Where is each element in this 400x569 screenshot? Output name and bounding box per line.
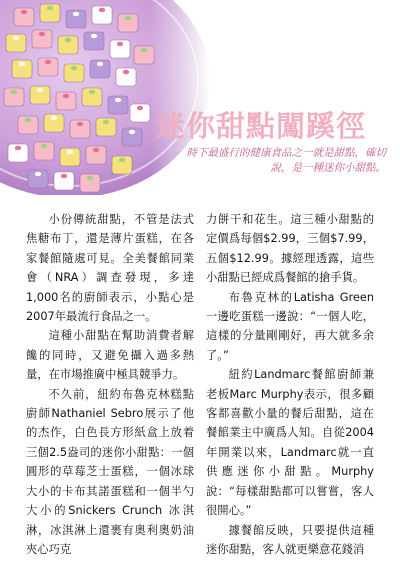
paragraph-2: 這種小甜點在幫助消費者解饞的同時，又避免攝入過多熱量，在市場推廣中極具競爭力。: [26, 329, 194, 382]
petit-four: [90, 60, 110, 78]
petit-four: [58, 36, 78, 54]
petit-four: [112, 156, 132, 174]
article-subtitle: 時下最盛行的健康食品之一就是甜點，確切說，是一種迷你小甜點。: [186, 147, 386, 174]
petit-four: [82, 88, 102, 106]
petit-four: [44, 114, 64, 132]
petit-four: [18, 116, 38, 134]
petit-four: [70, 120, 90, 138]
paragraph-3: 不久前，紐約布魯克林糕點廚師Nathaniel Sebro展示了他的杰作，白色長方形紙盒上放着三個2.5盎司的迷你小甜點：一個圓形的草莓芝士蛋糕，一個冰球大小的卡布其諾蛋糕和一個半勺大小的Snickers Crunch 冰淇淋，冰淇淋上還裹有奧利奧奶油夾心巧克: [26, 387, 194, 556]
petit-four: [86, 146, 106, 164]
petit-four: [116, 68, 136, 86]
petit-four: [66, 10, 86, 28]
paragraph-4: 布魯克林的Latisha Green一邊吃蛋糕一邊說：“一個人吃，這樣的分量剛剛好，再大就多余了。”: [206, 290, 374, 362]
petit-four: [64, 64, 84, 82]
petit-four: [60, 148, 80, 166]
petit-four: [4, 88, 24, 106]
petit-four: [34, 142, 54, 160]
petit-four: [12, 60, 32, 78]
article-title: 迷你甜點闖蹊徑: [156, 109, 367, 143]
column-left: [26, 210, 194, 559]
petit-four: [38, 58, 58, 76]
paragraph-6: 據餐館反映，只要提供這種迷你甜點，客人就更樂意花錢消: [206, 523, 374, 556]
petit-four: [92, 6, 112, 24]
paragraph-5: 紐約Landmarc餐館廚師兼老板Marc Murphy表示，很多顧客都喜歡小量的餐后甜點，這在餐館業主中廣爲人知。自從2004年開業以來，Landmarc就一直供應迷你小甜點。Murphy說：“每樣甜點都可以嘗嘗，客人很開心。”: [206, 368, 374, 518]
petit-four: [32, 30, 52, 48]
column-right: [206, 210, 374, 559]
petit-four: [122, 128, 142, 146]
petit-four: [56, 92, 76, 110]
petit-four: [108, 96, 128, 114]
petit-four: [118, 14, 138, 32]
petit-four: [130, 104, 150, 122]
petit-four: [80, 174, 100, 192]
petit-four: [8, 144, 28, 162]
petit-four: [40, 4, 60, 22]
petit-four: [84, 32, 104, 50]
petit-four: [6, 34, 26, 52]
petit-four: [110, 40, 130, 58]
petit-four: [30, 86, 50, 104]
petit-four: [54, 172, 74, 190]
petit-four: [96, 118, 116, 136]
paragraph-1: 小份傳統甜點，不管是法式焦糖布丁，還是薄片蛋糕，在各家餐館隨處可見。全美餐館同業會（NRA）調查發現，多達1,000名的廚師表示，小點心是2007年最流行食品之一。: [26, 213, 194, 324]
paragraph-3-continued: 力餅干和花生。這三種小甜點的定價爲每個$2.99，三個$7.99，五個$12.99。據經理透露，這些小甜點已經成爲餐館的搶手貨。: [206, 213, 374, 285]
petit-four: [28, 170, 48, 188]
petit-four: [14, 8, 34, 26]
